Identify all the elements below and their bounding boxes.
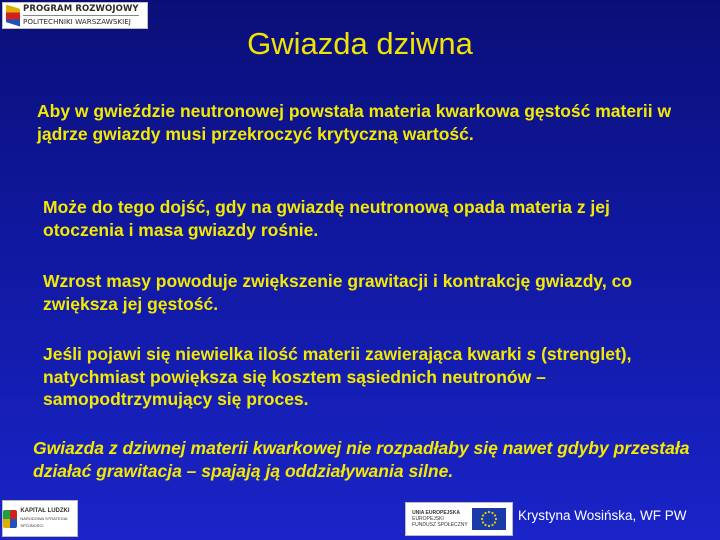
logo-line2: POLITECHNIKI WARSZAWSKIEJ: [23, 15, 139, 27]
program-logo-icon: [6, 5, 20, 27]
slide-title: Gwiazda dziwna: [247, 26, 473, 61]
quark-symbol: s: [526, 344, 537, 364]
kapital-ludzki-logo: [2, 500, 78, 537]
paragraph-4: [43, 343, 683, 411]
eu-flag-icon: [472, 508, 506, 530]
paragraph-2: Może do tego dojść, gdy na gwiazdę neutronową opada materia z jej otoczenia i masa gwiazdy rośnie.: [43, 197, 610, 240]
program-rozwojowy-logo: [2, 2, 148, 29]
eu-logo: [405, 502, 513, 536]
paragraph-5: Gwiazda z dziwnej materii kwarkowej nie rozpadłaby się nawet gdyby przestała działać grawitacja – spajają ją oddziaływania silne.: [33, 438, 690, 481]
logo-line1: PROGRAM ROZWOJOWY: [23, 4, 139, 14]
eu-line2: EUROPEJSKI: [412, 516, 444, 522]
kl-line1: KAPITAŁ LUDZKI: [20, 508, 70, 514]
paragraph-4-end: (strenglet), natychmiast powiększa się kosztem sąsiednich neutronów – samopodtrzymujący się proces.: [43, 344, 632, 409]
eu-line1: UNIA EUROPEJSKA: [412, 510, 460, 516]
paragraph-4-start: Jeśli pojawi się niewielka ilość materii zawierająca kwarki: [43, 344, 527, 364]
paragraph-3: Wzrost masy powoduje zwiększenie grawitacji i kontrakcję gwiazdy, co zwiększa jej gęstość.: [43, 271, 633, 314]
eu-line3: FUNDUSZ SPOŁECZNY: [412, 522, 468, 528]
kapital-ludzki-icon: [3, 510, 17, 528]
kl-line2: NARODOWA STRATEGIA SPÓJNOŚCI: [20, 516, 68, 528]
author-credit: Krystyna Wosińska, WF PW: [518, 508, 687, 523]
paragraph-1: Aby w gwieździe neutronowej powstała materia kwarkowa gęstość materii w jądrze gwiazdy musi przekroczyć krytyczną wartość.: [37, 101, 672, 144]
